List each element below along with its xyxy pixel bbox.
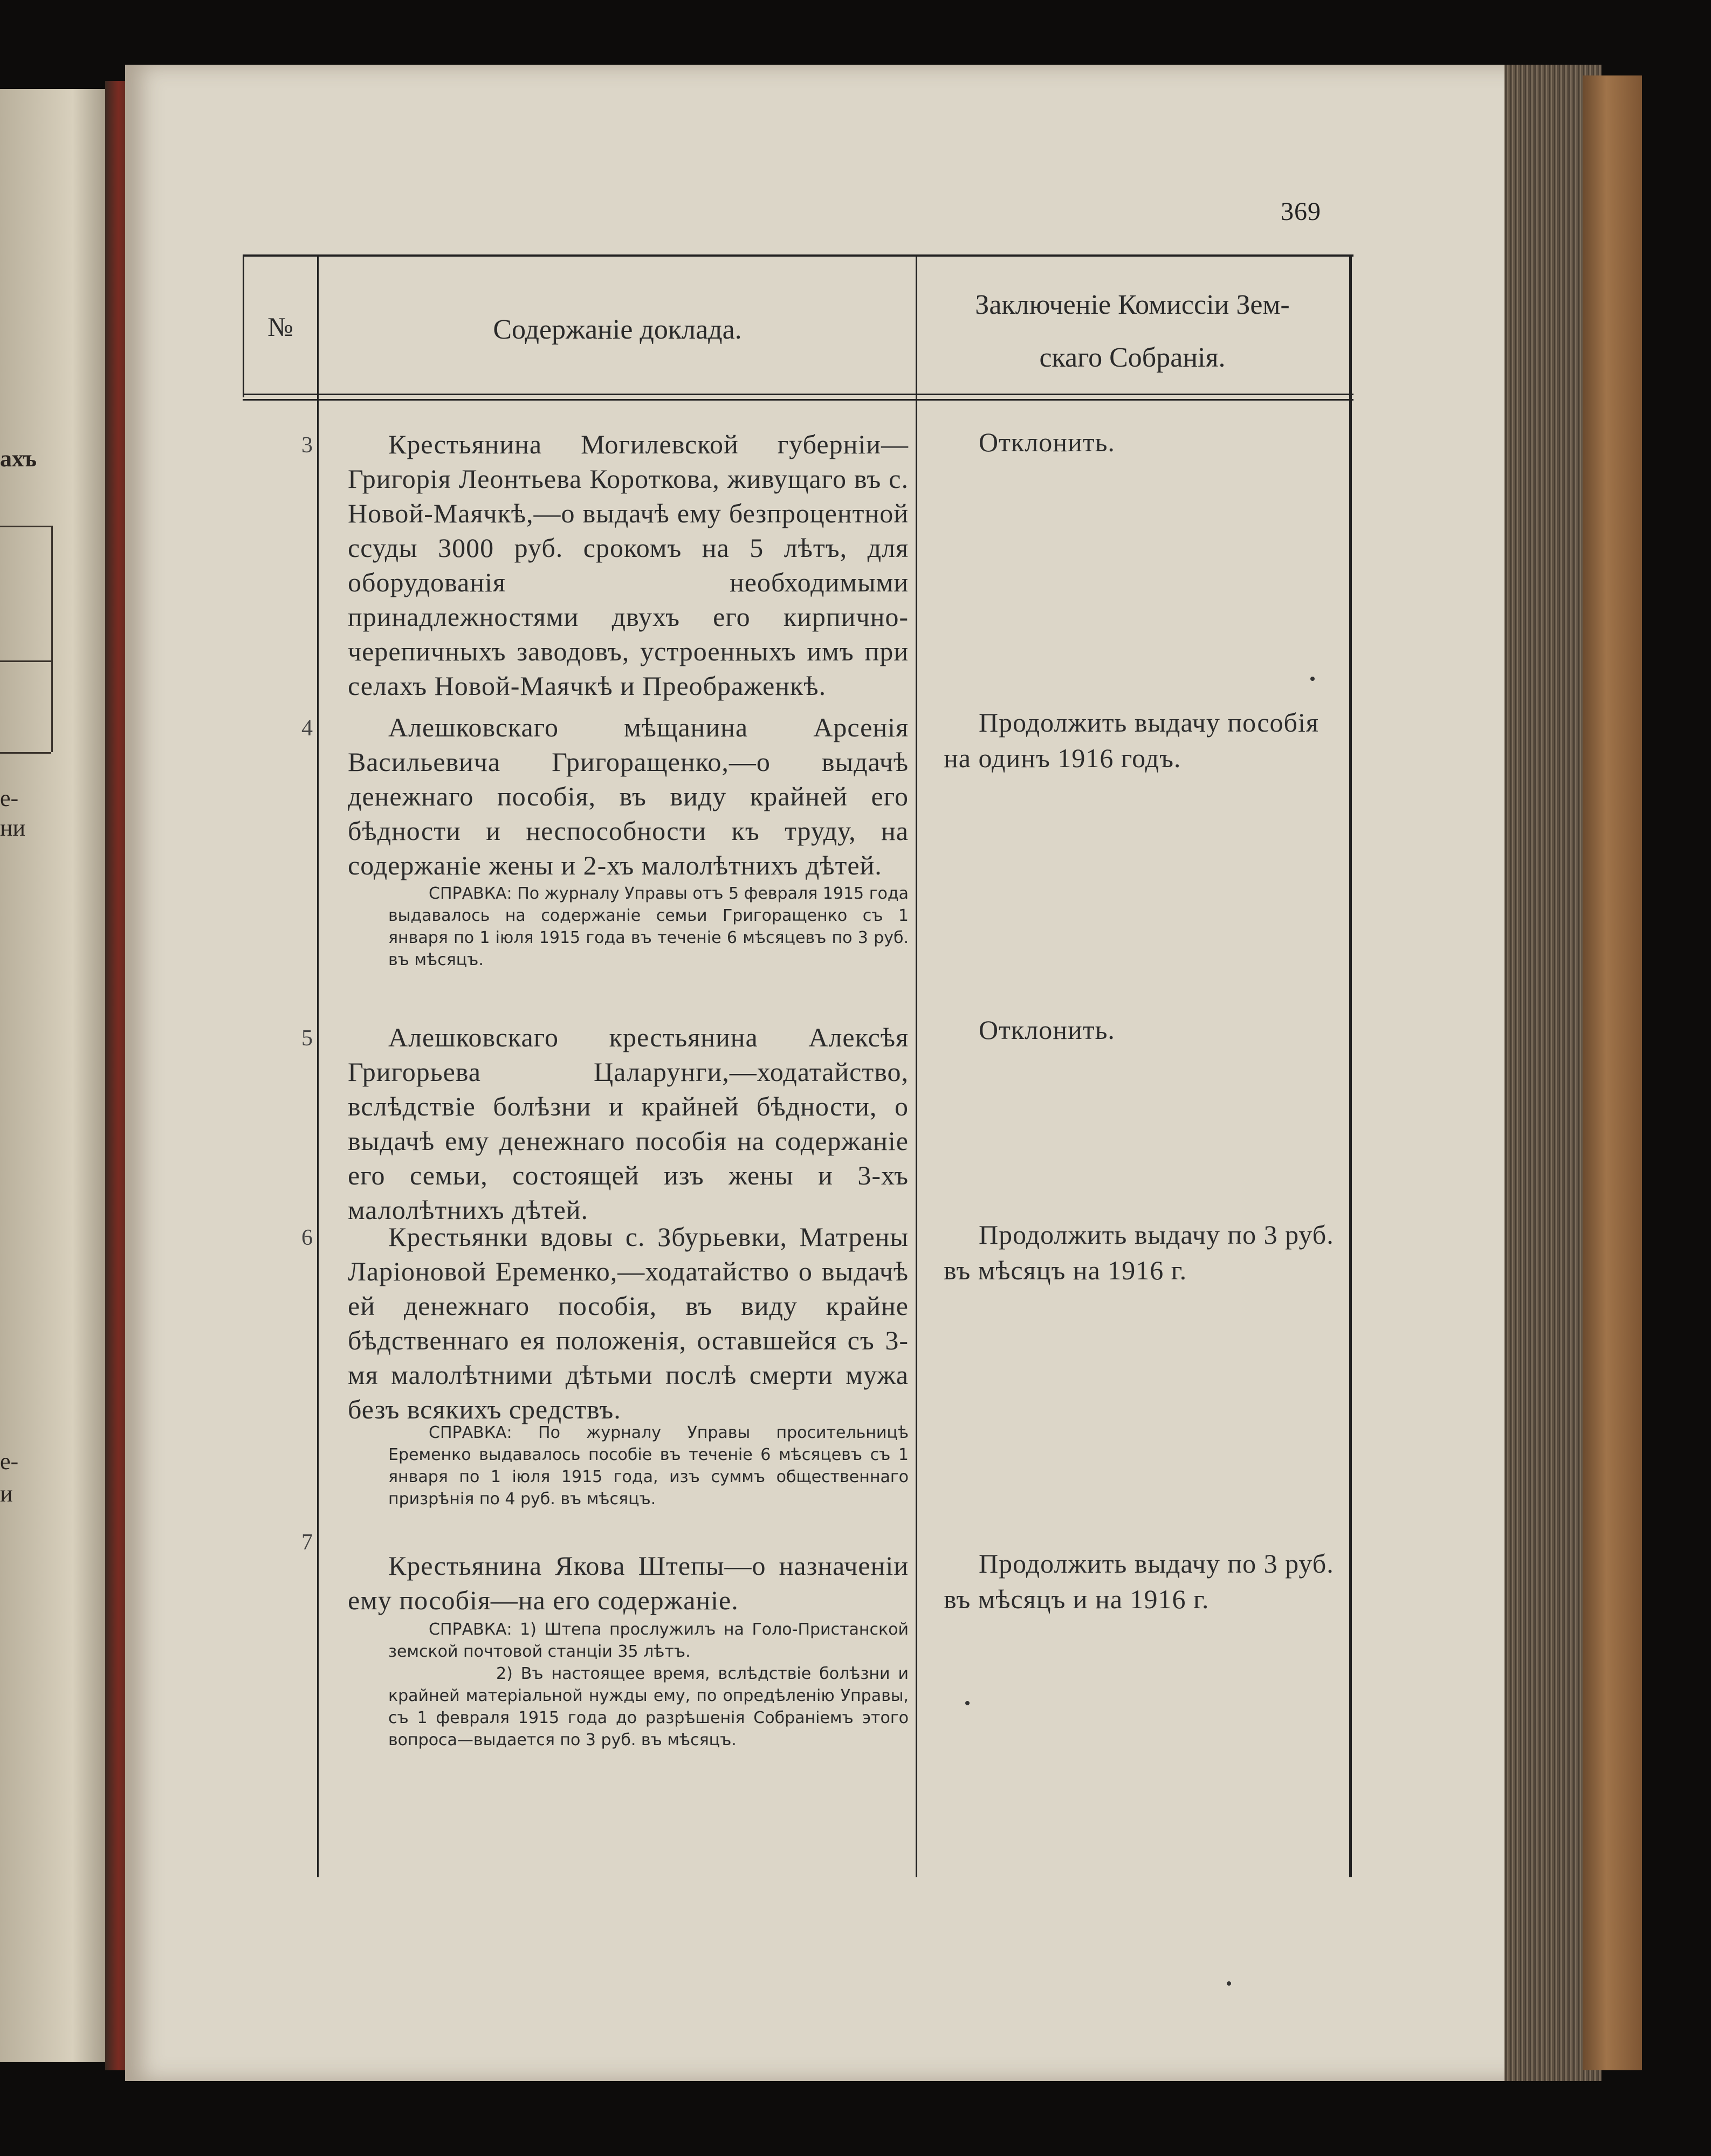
row-conclusion: [944, 1546, 1345, 1617]
row-note-text: СПРАВКА: По журналу Управы просительницѣ Еременко выдавалось пособіе въ теченіе 6 мѣсяцевъ съ 1 января по 1 іюля 1915 года, изъ суммъ общественнаго призрѣнія по 4 руб. въ мѣсяцъ.: [388, 1423, 909, 1508]
row-note-text: 2) Въ настоящее время, вслѣдствіе болѣзни и крайней матеріальной нужды ему, по опредѣленію Управы, съ 1 февраля 1915 года до разрѣшенія Собраніемъ этого вопроса—выдается по 3 руб. въ мѣсяцъ.: [388, 1664, 909, 1749]
header-conclusion-line: Заключеніе Комиссіи Зем-: [975, 290, 1290, 320]
page-number: 369: [1281, 197, 1321, 226]
row-conclusion-text: Отклонить.: [979, 427, 1115, 457]
row-number: 4: [301, 716, 313, 741]
table-top-rule: [243, 254, 1353, 257]
row-note: [388, 1422, 909, 1510]
row-note: [388, 1618, 909, 1751]
row-text: [348, 1020, 909, 1227]
row-number: 6: [301, 1225, 313, 1250]
row-number: 3: [301, 433, 313, 458]
table-right-rule: [1349, 254, 1352, 1877]
header-conclusion: [917, 279, 1348, 384]
header-number: №: [267, 312, 293, 342]
row-text: [348, 1548, 909, 1617]
left-page-text: и: [0, 1480, 13, 1507]
row-conclusion: [944, 1217, 1345, 1288]
row-note-text: СПРАВКА: По журналу Управы отъ 5 февраля 1915 года выдавалось на содержаніе семьи Григоращенко съ 1 января по 1 іюля 1915 года въ теченіе 6 мѣсяцевъ по 3 руб. въ мѣсяцъ.: [388, 884, 909, 969]
column-rule: [317, 254, 319, 1877]
print-speck: [1310, 677, 1315, 681]
left-page-text: е-: [0, 1448, 19, 1475]
row-text: [348, 710, 909, 883]
row-conclusion: [944, 705, 1345, 776]
row-conclusion: [944, 1012, 1345, 1048]
row-text: [348, 1220, 909, 1427]
row-conclusion-text: Продолжить выдачу по 3 руб. въ мѣсяцъ на 1916 г.: [944, 1220, 1334, 1285]
left-page-text: е-: [0, 785, 19, 811]
row-conclusion-text: Продолжить выдачу по 3 руб. въ мѣсяцъ и на 1916 г.: [944, 1548, 1334, 1614]
header-conclusion-line: скаго Собранія.: [1039, 342, 1226, 373]
row-note-text: СПРАВКА: 1) Штепа прослужилъ на Голо-Пристанской земской почтовой станціи 35 лѣтъ.: [388, 1620, 909, 1661]
column-rule: [916, 254, 917, 1877]
row-conclusion: [944, 424, 1345, 460]
left-page-text: ни: [0, 815, 26, 841]
row-text-paragraph: Крестьянки вдовы с. Збурьевки, Матрены Ларіоновой Еременко,—ходатайство о выдачѣ ей денежнаго пособія, въ виду крайне бѣдственнаго ея положенія, оставшейся съ 3-мя малолѣтними дѣтьми послѣ смерти мужа безъ всякихъ средствъ.: [348, 1222, 909, 1424]
row-text-paragraph: Алешковскаго мѣщанина Арсенія Васильевича Григоращенко,—о выдачѣ денежнаго пособія, въ виду крайней его бѣдности и неспособности къ труду, на содержаніе жены и 2-хъ малолѣтнихъ дѣтей.: [348, 712, 909, 880]
left-page-column-line: [51, 526, 53, 752]
row-text-paragraph: Крестьянина Якова Штепы—о назначеніи ему пособія—на его содержаніе.: [348, 1551, 909, 1615]
header-rule: [243, 394, 1353, 395]
report-table: [243, 254, 1353, 1877]
row-number: 5: [301, 1026, 313, 1051]
row-text-paragraph: Алешковскаго крестьянина Алексѣя Григорьева Цаларунги,—ходатайство, вслѣдствіе болѣзни и крайней бѣдности, о выдачѣ ему денежнаго пособія на содержаніе его семьи, состоящей изъ жены и 3-хъ малолѣтнихъ дѣтей.: [348, 1022, 909, 1225]
header-content: Содержаніе доклада.: [493, 314, 742, 345]
left-page-rule: [0, 526, 51, 527]
row-text-paragraph: Крестьянина Могилевской губерніи—Григорія Леонтьева Короткова, живущаго въ с. Новой-Маячкѣ,—о выдачѣ ему безпроцентной ссуды 3000 руб. срокомъ на 5 лѣтъ, для оборудованія необходимыми принадлежностями двухъ его кирпично-черепичныхъ заводовъ, устроенныхъ имъ при селахъ Новой-Маячкѣ и Преображенкѣ.: [348, 429, 909, 701]
row-number: 7: [301, 1530, 313, 1555]
print-speck: [1227, 1981, 1231, 1986]
row-text: [348, 427, 909, 703]
left-page-rule: [0, 660, 51, 662]
left-page-rule: [0, 752, 51, 754]
header-rule: [243, 399, 1353, 401]
row-conclusion-text: Продолжить выдачу пособія на одинъ 1916 годъ.: [944, 707, 1319, 773]
book-cover-edge: [1583, 75, 1642, 2070]
left-page-fragment: [0, 89, 121, 2062]
print-speck: [965, 1701, 970, 1705]
left-page-text: ахъ: [0, 445, 37, 472]
row-note: [388, 883, 909, 971]
row-conclusion-text: Отклонить.: [979, 1015, 1115, 1045]
